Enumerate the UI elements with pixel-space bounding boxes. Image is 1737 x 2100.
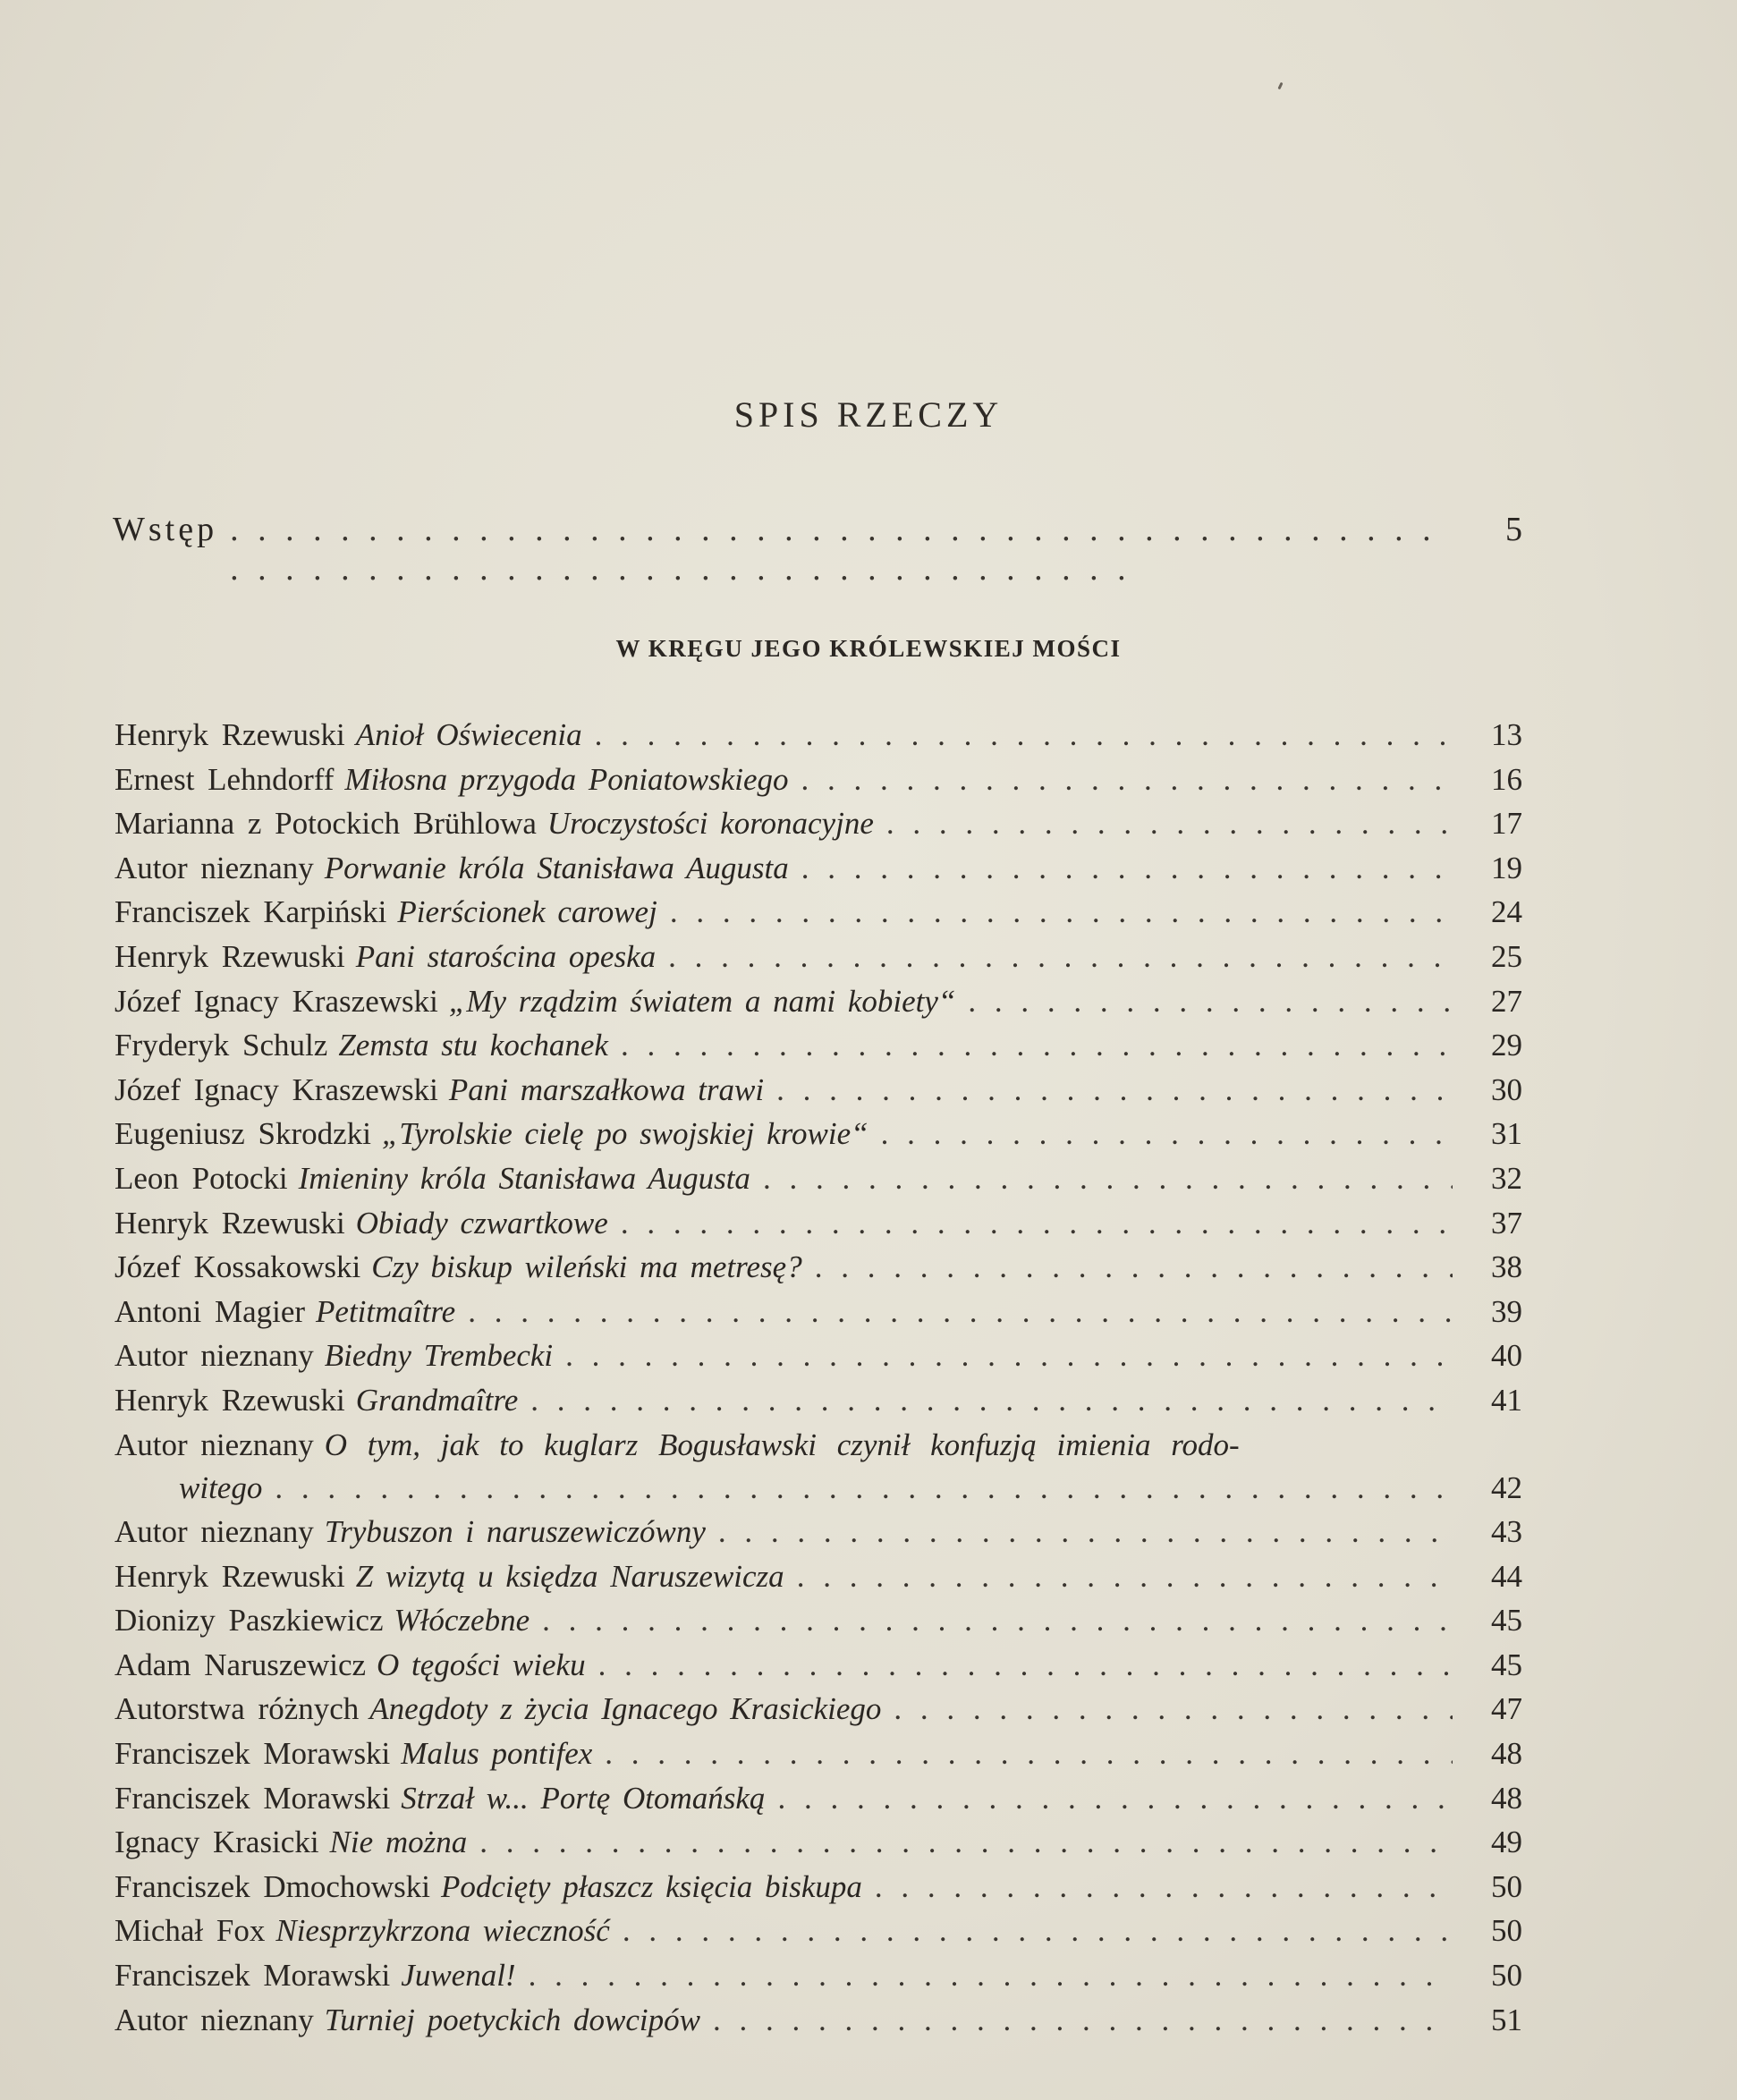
dot-leader <box>801 851 1453 886</box>
toc-entry-author: Franciszek Morawski <box>114 1958 391 1994</box>
toc-entry <box>114 1072 1522 1117</box>
toc-entry-work-title: Pierścionek carowej <box>397 894 657 930</box>
toc-entry-work-title: Czy biskup wileński ma metresę? <box>371 1249 802 1285</box>
toc-entry <box>114 1781 1522 1825</box>
toc-page-number: 40 <box>1491 1338 1522 1374</box>
toc-entry <box>114 1603 1522 1647</box>
toc-entry-work-title: Trybuszon i naruszewiczówny <box>324 1514 706 1550</box>
section-heading: W KRĘGU JEGO KRÓLEWSKIEJ MOŚCI <box>615 635 1122 662</box>
dot-leader <box>275 1470 1453 1506</box>
toc-entry-work-title: Biedny Trembecki <box>324 1338 554 1374</box>
toc-entry-intro <box>113 510 1522 555</box>
toc-entry-work-title: „My rządzim światem a nami kobiety“ <box>448 983 956 1019</box>
toc-entry-author: Franciszek Morawski <box>114 1736 391 1772</box>
toc-entry-work-title: Grandmaître <box>355 1382 519 1418</box>
toc-page-number: 39 <box>1491 1293 1522 1329</box>
toc-entry-author: Józef Ignacy Kraszewski <box>114 1071 438 1107</box>
toc-entry-author: Henryk Rzewuski <box>114 1382 345 1418</box>
toc-entry <box>114 1736 1522 1781</box>
dot-leader <box>230 510 1453 589</box>
dot-leader <box>479 1825 1453 1860</box>
toc-entry <box>114 2003 1522 2047</box>
toc-page-number: 41 <box>1491 1382 1522 1418</box>
dot-leader <box>542 1603 1453 1639</box>
dot-leader <box>621 1206 1453 1241</box>
dot-leader <box>621 1028 1453 1063</box>
toc-entry <box>114 1116 1522 1161</box>
dot-leader <box>713 2003 1453 2038</box>
toc-entry <box>114 1427 1522 1470</box>
table-of-contents <box>114 717 1522 2046</box>
toc-entry-work-title: Włóczebne <box>394 1603 530 1639</box>
toc-page-number: 48 <box>1491 1780 1522 1816</box>
toc-page-number: 50 <box>1491 1913 1522 1949</box>
toc-page-number: 37 <box>1491 1205 1522 1241</box>
dot-leader <box>777 1781 1453 1816</box>
toc-entry-author: Henryk Rzewuski <box>114 717 345 752</box>
toc-entry-author: Adam Naruszewicz <box>114 1647 367 1682</box>
dot-leader <box>468 1294 1453 1330</box>
toc-entry-work-title: witego <box>179 1469 263 1505</box>
toc-entry-work-title: O tym, jak to kuglarz Bogusławski czynił konfuzją imienia rodo- <box>324 1427 1240 1462</box>
toc-page-number: 13 <box>1491 717 1522 752</box>
toc-entry-author: Franciszek Dmochowski <box>114 1868 431 1904</box>
toc-page-number: 30 <box>1491 1071 1522 1107</box>
toc-entry-work-title: Petitmaître <box>316 1293 456 1329</box>
toc-entry-author: Michał Fox <box>114 1913 266 1949</box>
toc-page-number: 16 <box>1491 761 1522 797</box>
toc-page-number: 51 <box>1491 2002 1522 2037</box>
toc-entry <box>114 1383 1522 1427</box>
toc-entry-title: Wstęp <box>113 511 218 548</box>
toc-entry-work-title: Porwanie króla Stanisława Augusta <box>324 850 789 885</box>
toc-page-number: 42 <box>1491 1469 1522 1505</box>
dot-leader <box>763 1161 1453 1197</box>
toc-entry <box>114 762 1522 807</box>
toc-entry-work-title: Anegdoty z życia Ignacego Krasickiego <box>369 1691 882 1727</box>
toc-entry-author: Ignacy Krasicki <box>114 1825 319 1860</box>
toc-entry-author: Antoni Magier <box>114 1293 306 1329</box>
dot-leader <box>565 1338 1453 1374</box>
toc-entry <box>114 1869 1522 1914</box>
toc-entry-author: Autor nieznany <box>114 1338 314 1374</box>
toc-entry-author: Leon Potocki <box>114 1160 288 1196</box>
toc-entry-author: Henryk Rzewuski <box>114 1558 345 1594</box>
toc-entry-author: Dionizy Paszkiewicz <box>114 1603 384 1639</box>
toc-entry-work-title: Obiady czwartkowe <box>355 1205 608 1241</box>
toc-entry <box>114 717 1522 762</box>
toc-entry-author: Eugeniusz Skrodzki <box>114 1116 371 1152</box>
toc-entry <box>114 984 1522 1029</box>
toc-entry <box>114 1825 1522 1869</box>
page-title: SPIS RZECZY <box>733 394 1004 435</box>
toc-page-number: 49 <box>1491 1825 1522 1860</box>
toc-entry-author: Józef Kossakowski <box>114 1249 361 1285</box>
toc-page-number: 48 <box>1491 1736 1522 1772</box>
toc-page-number: 27 <box>1491 983 1522 1019</box>
toc-entry <box>114 1338 1522 1383</box>
toc-page-number: 45 <box>1491 1603 1522 1639</box>
toc-entry-author: Józef Ignacy Kraszewski <box>114 983 438 1019</box>
dot-leader <box>718 1514 1453 1550</box>
toc-entry-work-title: Malus pontifex <box>401 1736 593 1772</box>
toc-entry-work-title: Niesprzykrzona wieczność <box>275 1913 610 1949</box>
toc-entry <box>114 1028 1522 1072</box>
toc-entry-work-title: Pani starościna opeska <box>355 938 657 974</box>
toc-entry-author: Autor nieznany <box>114 850 314 885</box>
toc-entry-author: Autorstwa różnych <box>114 1691 360 1727</box>
dot-leader <box>968 984 1453 1020</box>
dot-leader <box>598 1647 1453 1683</box>
toc-entry <box>114 1206 1522 1250</box>
toc-entry <box>114 806 1522 851</box>
toc-entry-work-title: Miłosna przygoda Poniatowskiego <box>344 761 789 797</box>
toc-entry-work-title: Podcięty płaszcz księcia biskupa <box>441 1868 862 1904</box>
toc-page-number: 5 <box>1505 511 1522 548</box>
toc-entry <box>114 851 1522 895</box>
toc-entry <box>114 1913 1522 1958</box>
toc-entry-work-title: Z wizytą u księdza Naruszewicza <box>355 1558 784 1594</box>
toc-page-number: 29 <box>1491 1028 1522 1063</box>
toc-page-number: 50 <box>1491 1958 1522 1994</box>
toc-entry-work-title: „Tyrolskie cielę po swojskiej krowie“ <box>381 1116 868 1152</box>
dot-leader <box>530 1383 1453 1418</box>
toc-page-number: 45 <box>1491 1647 1522 1682</box>
toc-entry <box>114 1691 1522 1736</box>
toc-entry <box>114 1958 1522 2003</box>
toc-page-number: 31 <box>1491 1116 1522 1152</box>
toc-entry-author: Henryk Rzewuski <box>114 1205 345 1241</box>
toc-entry-author: Ernest Lehndorff <box>114 761 335 797</box>
toc-page-number: 47 <box>1491 1691 1522 1727</box>
toc-page-number: 50 <box>1491 1868 1522 1904</box>
toc-page-number: 43 <box>1491 1514 1522 1550</box>
toc-entry-work-title: Strzał w... Portę Otomańską <box>401 1780 766 1816</box>
toc-entry-author: Autor nieznany <box>114 1427 314 1462</box>
toc-entry-author: Marianna z Potockich Brühlowa <box>114 806 537 842</box>
dot-leader <box>886 806 1453 842</box>
toc-page-number: 25 <box>1491 938 1522 974</box>
dot-leader <box>529 1958 1453 1994</box>
toc-entry-work-title: Imieniny króla Stanisława Augusta <box>298 1160 750 1196</box>
toc-entry <box>114 1249 1522 1294</box>
toc-entry-author: Franciszek Karpiński <box>114 894 387 930</box>
toc-page-number: 44 <box>1491 1558 1522 1594</box>
toc-page-number: 32 <box>1491 1160 1522 1196</box>
toc-entry-author: Autor nieznany <box>114 1514 314 1550</box>
toc-entry-work-title: Anioł Oświecenia <box>355 717 582 752</box>
toc-entry <box>114 1161 1522 1206</box>
toc-page-number: 19 <box>1491 850 1522 885</box>
dot-leader <box>881 1116 1453 1152</box>
toc-entry-work-title: Zemsta stu kochanek <box>338 1028 608 1063</box>
toc-entry <box>114 1647 1522 1692</box>
toc-entry <box>114 1559 1522 1604</box>
dot-leader <box>670 894 1453 930</box>
ink-speck <box>1277 82 1283 90</box>
toc-entry-work-title: Pani marszałkowa trawi <box>448 1071 765 1107</box>
toc-entry-work-title: O tęgości wieku <box>377 1647 586 1682</box>
toc-entry-work-title: Nie można <box>329 1825 468 1860</box>
toc-page-number: 17 <box>1491 806 1522 842</box>
toc-entry-author: Autor nieznany <box>114 2002 314 2037</box>
dot-leader <box>875 1869 1453 1905</box>
toc-entry <box>114 1294 1522 1339</box>
toc-entry-work-title: Turniej poetyckich dowcipów <box>324 2002 700 2037</box>
toc-entry <box>114 939 1522 984</box>
toc-entry-work-title: Juwenal! <box>401 1958 516 1994</box>
dot-leader <box>605 1736 1453 1772</box>
dot-leader <box>776 1072 1453 1108</box>
toc-entry-author: Henryk Rzewuski <box>114 938 345 974</box>
toc-entry <box>114 894 1522 939</box>
dot-leader <box>797 1559 1453 1595</box>
toc-entry-author: Fryderyk Schulz <box>114 1028 328 1063</box>
dot-leader <box>815 1249 1453 1285</box>
toc-entry-continuation <box>114 1470 1522 1515</box>
dot-leader <box>623 1913 1453 1949</box>
toc-page-number: 24 <box>1491 894 1522 930</box>
dot-leader <box>668 939 1453 975</box>
toc-entry <box>114 1514 1522 1559</box>
toc-entry-author: Franciszek Morawski <box>114 1780 391 1816</box>
dot-leader <box>894 1691 1453 1727</box>
toc-page-number: 38 <box>1491 1249 1522 1285</box>
dot-leader <box>595 717 1453 753</box>
toc-entry-work-title: Uroczystości koronacyjne <box>547 806 874 842</box>
dot-leader <box>801 762 1453 798</box>
